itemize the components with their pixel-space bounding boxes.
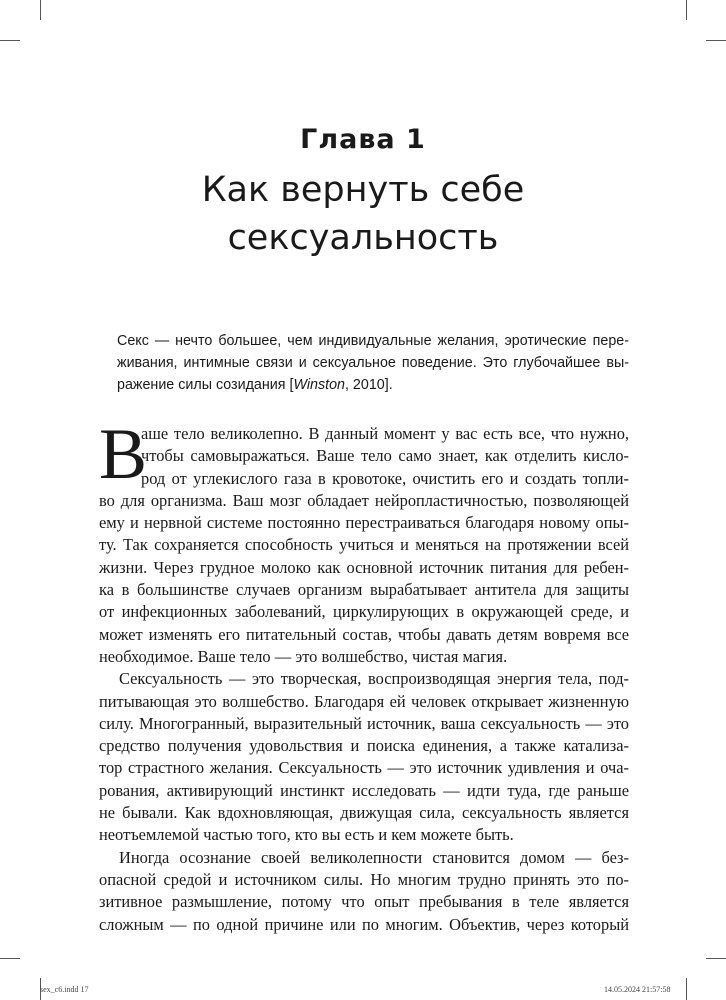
crop-mark <box>40 0 41 20</box>
chapter-title <box>0 166 726 262</box>
body-line: опасной средой и источником силы. Но многим трудно принять это по- <box>99 869 629 889</box>
epigraph-citation-author: Winston <box>293 377 345 393</box>
body-line: питывающая это волшебство. Благодаря ей человек открывает жизненную <box>99 691 629 711</box>
epigraph-citation-year: , 2010]. <box>344 377 393 393</box>
epigraph-line: живания, интимные связи и сексуальное поведение. Это глубочайшее вы- <box>117 355 629 371</box>
body-line: ему и нервной системе постоянно перестраиваться благодаря новому опы- <box>99 513 629 533</box>
body-line: Сексуальность — это творческая, воспроизводящая энергия тела, под- <box>119 669 629 689</box>
epigraph-line <box>117 374 629 396</box>
body-line: необходимое. Ваше тело — это волшебство, чистая магия. <box>99 646 508 666</box>
crop-mark <box>686 978 687 1000</box>
body-line: чтобы самовыражаться. Ваше тело само знает, как отделить кисло- <box>141 446 629 466</box>
body-line: Иногда осознание своей великолепности становится домом — без- <box>119 847 629 867</box>
epigraph <box>117 330 629 396</box>
chapter-label: Глава 1 <box>300 124 426 155</box>
body-line: рования, активирующий инстинкт исследовать — идти туда, где раньше <box>99 780 629 800</box>
body-line: род от углекислого газа в кровотоке, очистить его и создать топли- <box>141 468 629 488</box>
body-line: неотъемлемой частью того, кто вы есть и кем можете быть. <box>99 825 514 845</box>
crop-mark <box>706 958 726 959</box>
body-line: зитивное размышление, потому что опыт пребывания в теле является <box>99 892 629 912</box>
chapter-title-line: сексуальность <box>227 218 499 258</box>
body-line: средство получения удовольствия и поиска единения, а также катализа- <box>99 736 629 756</box>
footer-file-info: sex_c6.indd 17 <box>40 985 89 994</box>
crop-mark <box>0 40 20 41</box>
body-line: сложным — по одной причине или по многим. Объектив, через который <box>99 914 629 934</box>
body-line: ка в большинстве случаев организм вырабатывает антитела для защиты <box>99 580 629 600</box>
epigraph-line: Секс — нечто большее, чем индивидуальные желания, эротические пере- <box>117 333 629 349</box>
chapter-title-line: Как вернуть себе <box>201 170 525 210</box>
crop-mark <box>706 40 726 41</box>
body-line: ту. Так сохраняется способность учиться и меняться на протяжении всей <box>99 535 629 555</box>
body-line: аше тело великолепно. В данный момент у вас есть все, что нужно, <box>141 424 629 443</box>
body-line: тор страстного желания. Сексуальность — это источник удивления и оча- <box>99 758 629 778</box>
footer-timestamp: 14.05.2024 21:57:58 <box>604 985 671 994</box>
body-text <box>99 423 629 936</box>
epigraph-text: ражение силы созидания [ <box>117 377 294 393</box>
body-line: силу. Многогранный, выразительный источник, ваша сексуальность — это <box>99 713 629 733</box>
body-line: жизни. Через грудное молоко как основной источник питания для ребен- <box>99 557 629 577</box>
body-line: не бывали. Как вдохновляющая, движущая сила, сексуальность является <box>99 803 629 823</box>
crop-mark <box>686 0 687 20</box>
body-line: может изменять его питательный состав, чтобы давать детям вовремя все <box>99 624 629 644</box>
drop-cap: В <box>99 414 148 494</box>
crop-mark <box>0 958 20 959</box>
body-line: во для организма. Ваш мозг обладает нейропластичностью, позволяющей <box>99 490 629 510</box>
body-line: от инфекционных заболеваний, циркулирующих в окружающей среде, и <box>99 602 629 622</box>
